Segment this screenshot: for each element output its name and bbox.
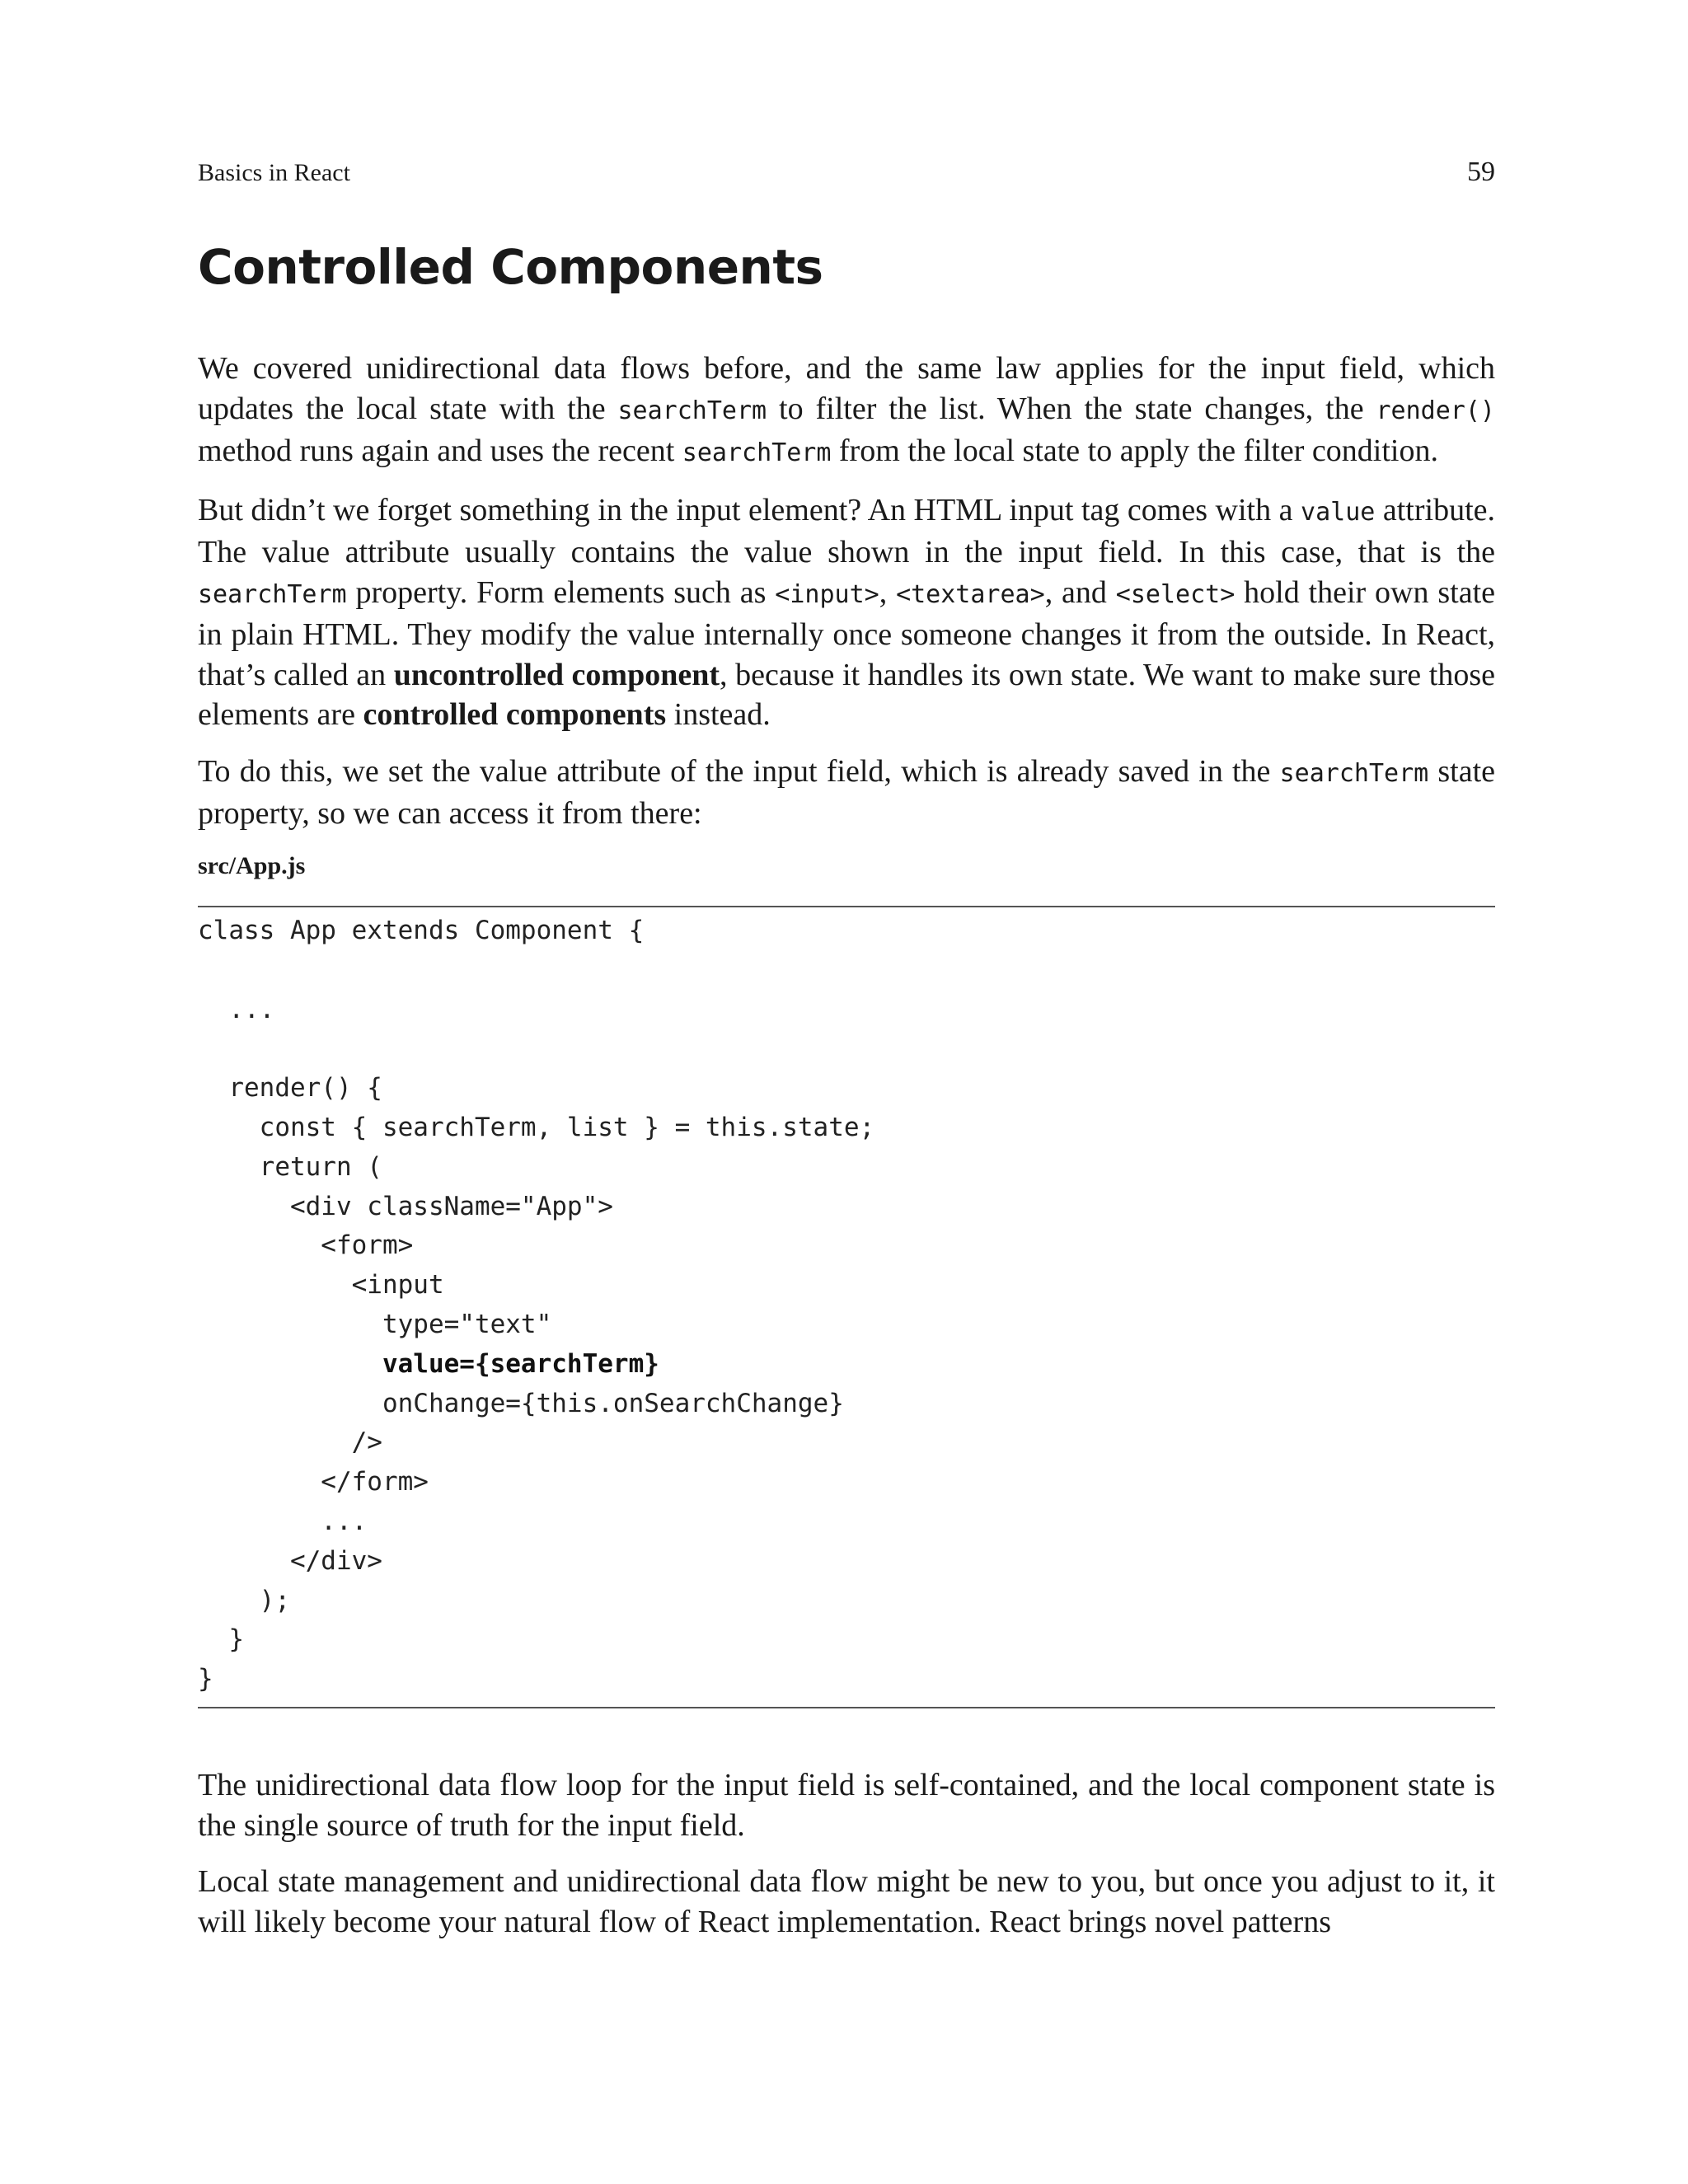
inline-code: <textarea> [896, 579, 1045, 609]
paragraph-text: , because it handles its own state. We want to make sure those elements are [198, 657, 1495, 732]
code-listing-caption: src/App.js [198, 852, 306, 879]
page-number: 59 [1467, 157, 1495, 187]
paragraph-text: , and [1044, 574, 1116, 610]
paragraph [198, 1862, 1495, 1942]
code-line: </form> [198, 1467, 429, 1497]
inline-code: render() [1376, 396, 1495, 425]
book-page [198, 0, 1495, 2184]
code-line: /> [198, 1427, 382, 1458]
paragraph-text: , [879, 574, 897, 610]
code-line: render() { [198, 1073, 382, 1104]
paragraph-text: To do this, we set the value attribute of the input field, which is already saved in the [198, 753, 1280, 789]
code-line: return ( [198, 1151, 382, 1182]
inline-code: searchTerm [617, 396, 767, 425]
running-title: Basics in React [198, 159, 350, 186]
inline-code: value [1301, 497, 1376, 527]
bold-term: uncontrolled component [393, 657, 720, 692]
inline-code: searchTerm [682, 438, 832, 467]
code-listing [198, 906, 1495, 1708]
code-line: </div> [198, 1545, 382, 1576]
code-line: value={searchTerm} [198, 1348, 659, 1379]
inline-code: <select> [1115, 579, 1236, 609]
paragraph-text: to filter the list. When the state changes, the [767, 391, 1376, 426]
code-line: const { searchTerm, list } = this.state; [198, 1113, 875, 1142]
code-line: onChange={this.onSearchChange} [198, 1388, 844, 1418]
inline-code: <input> [775, 579, 879, 609]
code-line: } [198, 1664, 213, 1694]
code-line: ); [198, 1585, 290, 1615]
code-line: ... [198, 994, 275, 1024]
paragraph-text: from the local state to apply the filter condition. [831, 434, 1438, 468]
closing-paragraphs [198, 1765, 1495, 1958]
paragraph-text: Local state management and unidirectional data flow might be new to you, but once you adjust to it, it will likely become your natural flow of React implementation. React brings novel patterns [198, 1864, 1495, 1939]
code-line: } [198, 1624, 244, 1655]
paragraph-text: hold their own state in plain HTML. They modify the value internally once someone changes it from the outside. In React, that’s called an [198, 574, 1495, 692]
section-heading: Controlled Components [198, 239, 823, 295]
paragraph [198, 490, 1495, 735]
paragraph-text: state property, so we can access it from there: [198, 753, 1496, 831]
paragraph-text: attribute. The value attribute usually contains the value shown in the input field. In this case, that is the [198, 492, 1495, 569]
intro-paragraphs [198, 349, 1495, 851]
code-line: <form> [198, 1230, 414, 1261]
paragraph-text: The unidirectional data flow loop for the input field is self-contained, and the local component state is the single source of truth for the input field. [198, 1768, 1495, 1843]
paragraph-text: property. Form elements such as [346, 574, 776, 610]
paragraph [198, 1765, 1495, 1845]
running-header [198, 157, 1495, 188]
inline-code: searchTerm [1279, 758, 1429, 788]
code-line: ... [198, 1507, 368, 1536]
paragraph [198, 349, 1495, 474]
paragraph-text: instead. [666, 697, 771, 732]
code-line: class App extends Component { [198, 916, 645, 945]
paragraph-text: We covered unidirectional data flows before, and the same law applies for the input field, which updates the local state with the [198, 351, 1495, 426]
inline-code: searchTerm [198, 579, 347, 609]
code-line: <input [198, 1270, 444, 1301]
code-line: <div className="App"> [198, 1191, 613, 1221]
paragraph-text: method runs again and uses the recent [198, 434, 682, 468]
paragraph [198, 752, 1495, 834]
bold-term: controlled components [363, 697, 667, 732]
paragraph-text: But didn’t we forget something in the input element? An HTML input tag comes with a [198, 492, 1301, 527]
code-line: type="text" [198, 1310, 552, 1339]
